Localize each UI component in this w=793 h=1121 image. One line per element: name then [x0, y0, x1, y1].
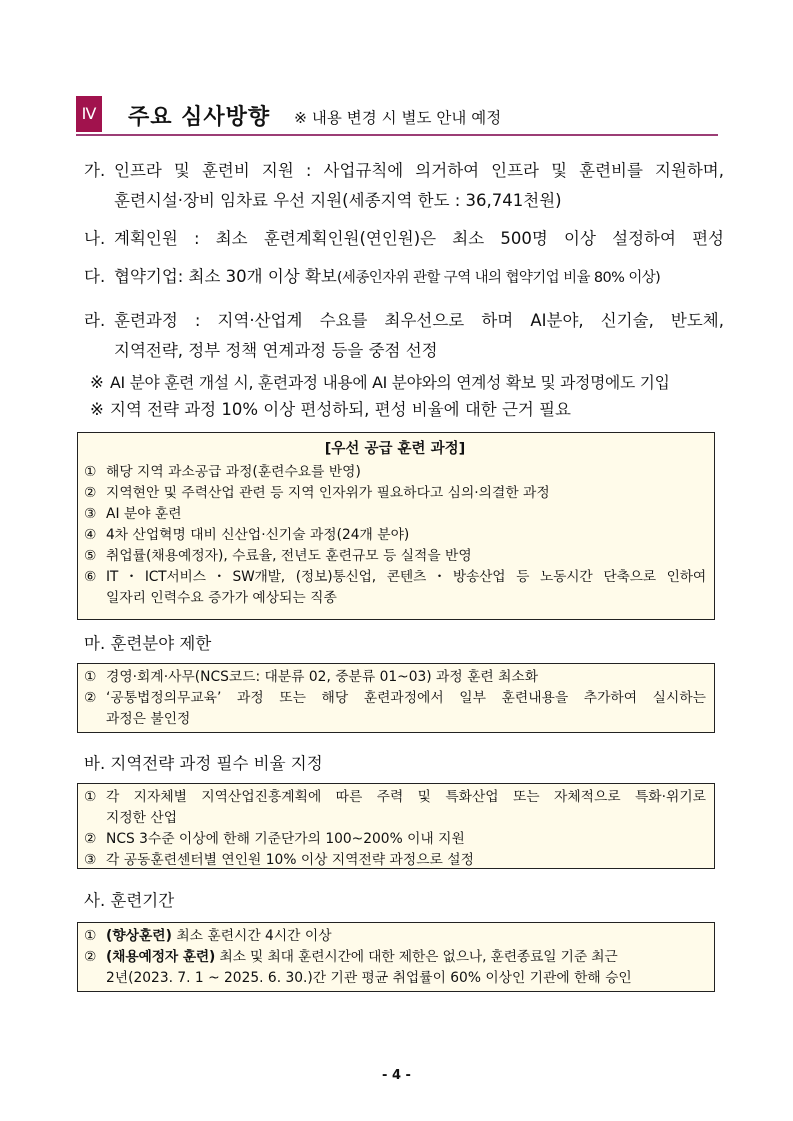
item-text: 경영·회계·사무(NCS코드: 대분류 02, 중분류 01~03) 과정 훈련 최소화: [106, 669, 539, 685]
paragraph-label: 가.: [84, 161, 106, 180]
list-item: [84, 525, 706, 546]
item-number: ②: [84, 831, 97, 847]
list-item: [84, 947, 706, 989]
item-number: ②: [84, 690, 97, 706]
paragraph-text: 계획인원 : 최소 훈련계획인원(연인원)은 최소 500명 이상 설정하여 편성: [114, 229, 724, 248]
section-note: ※ 내용 변경 시 별도 안내 예정: [294, 109, 502, 127]
paragraph-text-small: (세종인자위 관할 구역 내의 협약기업 비율 80% 이상): [336, 270, 661, 286]
page-number: - 4 -: [382, 1068, 411, 1083]
item-text: ‘공통법정의무교육’ 과정 또는 해당 훈련과정에서 일부 훈련내용을 추가하여 실시하는: [106, 690, 706, 706]
priority-training-box: [77, 432, 715, 620]
list-item: [84, 546, 706, 567]
paragraph-ga: [84, 156, 724, 216]
item-bold-label: (향상훈련): [106, 928, 172, 944]
paragraph-text: 인프라 및 훈련비 지원 : 사업규칙에 의거하여 인프라 및 훈련비를 지원하며,: [114, 161, 724, 180]
list-item: [84, 787, 706, 829]
heading-ba: 바. 지역전략 과정 필수 비율 지정: [84, 754, 323, 773]
item-text: 4차 산업혁명 대비 신산업·신기술 과정(24개 분야): [106, 527, 410, 543]
paragraph-text-cont: 지역전략, 정부 정책 연계과정 등을 중점 선정: [114, 341, 438, 360]
list-item: [84, 504, 706, 525]
item-text-cont: 일자리 인력수요 증가가 예상되는 직종: [106, 590, 337, 606]
note-text: AI 분야 훈련 개설 시, 훈련과정 내용에 AI 분야와의 연계성 확보 및 과정명에도 기입: [110, 373, 670, 392]
section-header: [76, 96, 718, 136]
field-restriction-box: [77, 663, 715, 733]
item-text: NCS 3수준 이상에 한해 기준단가의 100~200% 이내 지원: [106, 831, 465, 847]
paragraph-label: 다.: [84, 267, 106, 286]
list-item: [84, 483, 706, 504]
heading-sa: 사. 훈련기간: [84, 891, 175, 910]
item-text: 최소 훈련시간 4시간 이상: [171, 928, 332, 944]
item-text: 지역현안 및 주력산업 관련 등 지역 인자위가 필요하다고 심의·의결한 과정: [106, 485, 550, 501]
paragraph-text: 협약기업: 최소 30개 이상 확보: [114, 267, 337, 286]
item-number: ②: [84, 485, 97, 501]
list-item: [84, 850, 706, 871]
list-item: [84, 567, 706, 609]
item-number: ⑤: [84, 548, 97, 564]
paragraph-ra: [84, 306, 724, 366]
item-number: ①: [84, 789, 97, 805]
paragraph-label: 나.: [84, 229, 106, 248]
paragraph-na: [84, 224, 724, 254]
list-item: [84, 829, 706, 850]
item-bold-label: (채용예정자 훈련): [106, 949, 216, 965]
section-number: Ⅳ: [76, 96, 102, 132]
item-text: AI 분야 훈련: [106, 506, 182, 522]
list-item: [84, 688, 706, 730]
item-number: ②: [84, 949, 97, 965]
item-number: ①: [84, 464, 97, 480]
training-period-box: [77, 922, 715, 992]
item-text-cont: 과정은 불인정: [106, 711, 191, 727]
item-text: 취업률(채용예정자), 수료율, 전년도 훈련규모 등 실적을 반영: [106, 548, 472, 564]
item-text: 해당 지역 과소공급 과정(훈련수요를 반영): [106, 464, 361, 480]
list-item: [84, 667, 706, 688]
regional-strategy-box: [77, 783, 715, 869]
item-number: ③: [84, 852, 97, 868]
note-strategy: [90, 397, 718, 423]
item-number: ①: [84, 669, 97, 685]
box-title: [우선 공급 훈련 과정]: [324, 441, 466, 457]
item-text: 최소 및 최대 훈련시간에 대한 제한은 없으나, 훈련종료일 기준 최근: [215, 949, 618, 965]
paragraph-text: 훈련과정 : 지역·산업계 수요를 최우선으로 하며 AI분야, 신기술, 반도체,: [114, 311, 724, 330]
item-number: ①: [84, 928, 97, 944]
item-text-cont: 지정한 산업: [106, 810, 178, 826]
item-number: ④: [84, 527, 97, 543]
list-item: [84, 462, 706, 483]
heading-ma: 마. 훈련분야 제한: [84, 634, 212, 653]
paragraph-text-cont: 훈련시설·장비 임차료 우선 지원(세종지역 한도 : 36,741천원): [114, 191, 562, 210]
paragraph-label: 라.: [84, 311, 106, 330]
note-text: 지역 전략 과정 10% 이상 편성하되, 편성 비율에 대한 근거 필요: [110, 400, 571, 419]
note-mark: ※: [90, 400, 104, 419]
item-text: 각 지자체별 지역산업진흥계획에 따른 주력 및 특화산업 또는 자체적으로 특화·위기로: [106, 789, 706, 805]
note-mark: ※: [90, 373, 104, 392]
note-ai: [90, 370, 718, 396]
list-item: [84, 926, 706, 947]
item-number: ③: [84, 506, 97, 522]
item-text: 각 공동훈련센터별 연인원 10% 이상 지역전략 과정으로 설정: [106, 852, 474, 868]
item-text-cont: 2년(2023. 7. 1 ~ 2025. 6. 30.)간 기관 평균 취업률이 60% 이상인 기관에 한해 승인: [106, 970, 632, 986]
item-text: IT・ICT서비스・SW개발, (정보)통신업, 콘텐츠・방송산업 등 노동시간 단축으로 인하여: [106, 569, 706, 585]
paragraph-da: [84, 262, 724, 293]
item-number: ⑥: [84, 569, 97, 585]
section-title: 주요 심사방향: [128, 105, 271, 130]
